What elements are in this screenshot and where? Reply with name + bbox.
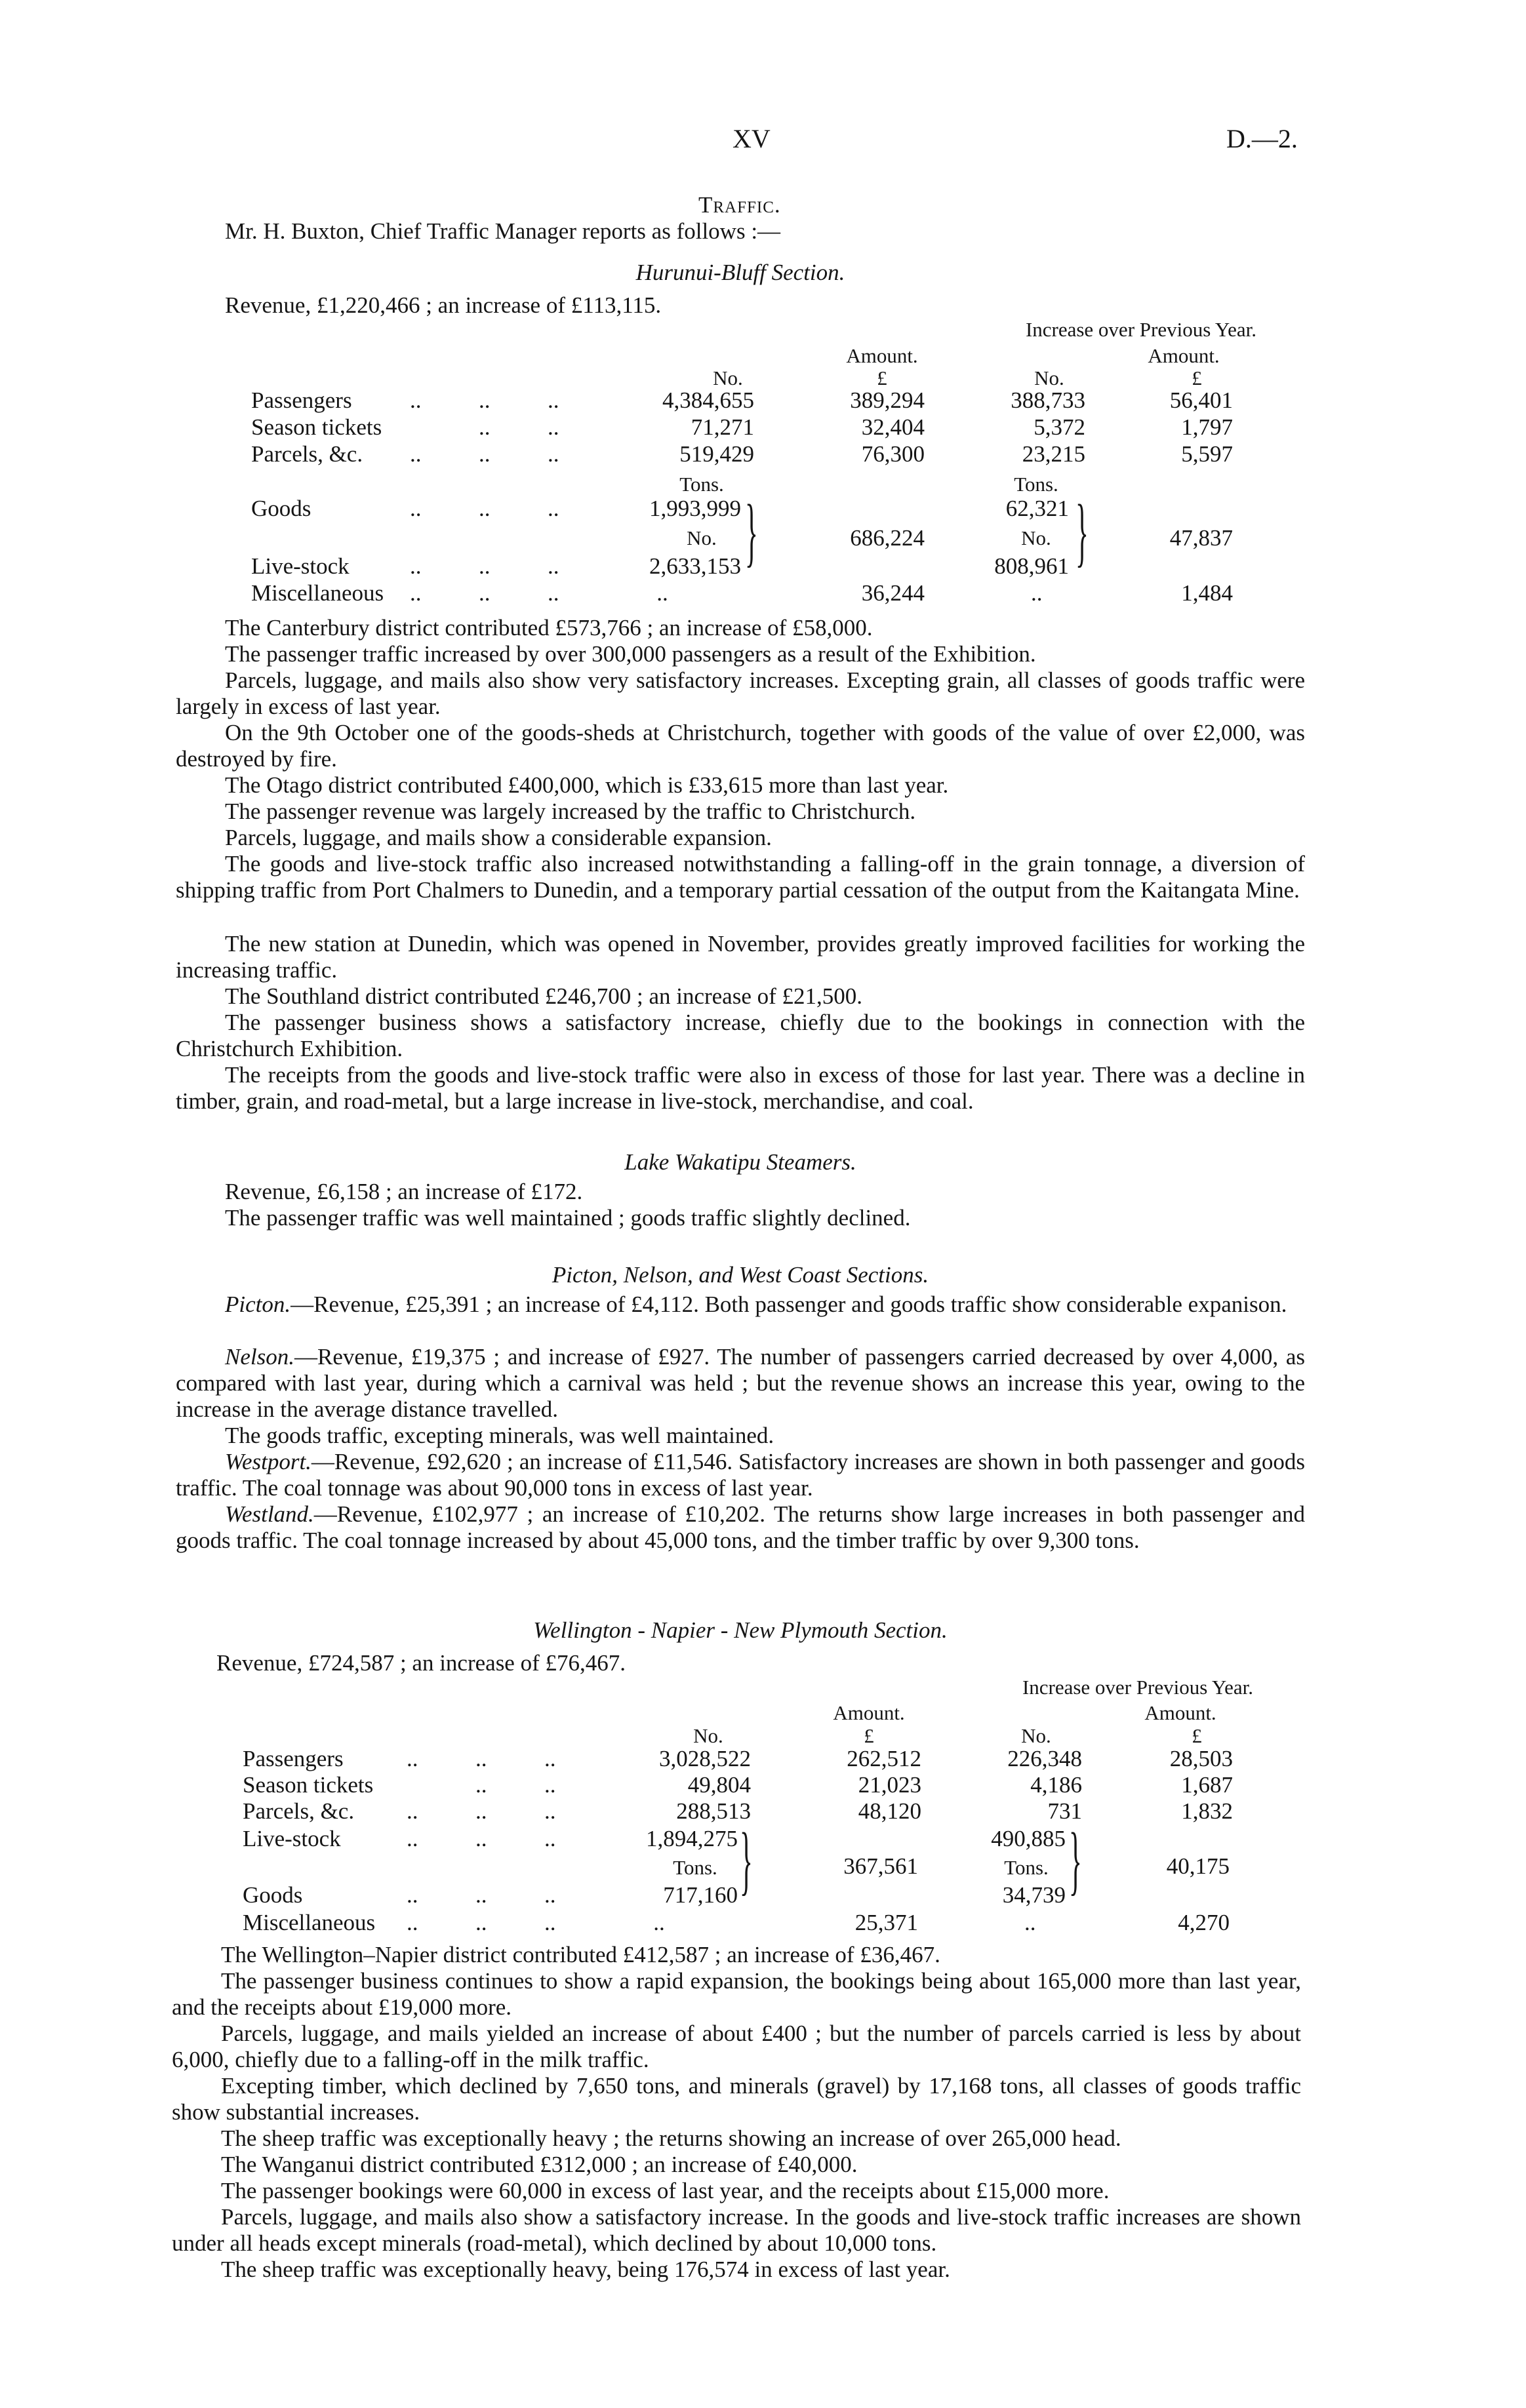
wellington-goods-label: Goods — [243, 1882, 303, 1908]
hurunui-inc-amount-head: Amount. — [1148, 344, 1220, 367]
wellington-combined-amount: 367,561 — [843, 1853, 918, 1879]
brace-glyph: } — [1075, 488, 1089, 574]
paragraph: Parcels, luggage, and mails show a considerable expansion. — [225, 825, 772, 850]
paragraph: On the 9th October one of the goods-sheds at Christchurch, together with goods of the value of over £2,000, was destroyed by fire. — [176, 720, 1305, 772]
leader-dots: .. .. .. — [407, 1882, 556, 1908]
paragraph-text: —Revenue, £92,620 ; an increase of £11,546. Satisfactory increases are shown in both passenger and goods traffic. The coal tonnage was about 90,000 tons in excess of last year. — [176, 1449, 1305, 1501]
wellington-row-inc-no: 226,348 — [1007, 1746, 1082, 1771]
hurunui-row-no: 71,271 — [691, 414, 754, 440]
paragraph-text: —Revenue, £25,391 ; an increase of £4,112. Both passenger and goods traffic show considerable expanison. — [291, 1292, 1287, 1317]
section-lead: Picton. — [225, 1292, 291, 1317]
hurunui-tons-head: Tons. — [679, 473, 724, 496]
wellington-row-label: Passengers — [243, 1746, 344, 1771]
wellington-inc-amount-head: Amount. — [1144, 1701, 1216, 1724]
hurunui-row-inc-amount: 1,797 — [1181, 414, 1233, 440]
wellington-pound-head: £ — [864, 1724, 874, 1747]
hurunui-inc-tons-head: Tons. — [1014, 473, 1058, 496]
brace-glyph: } — [745, 488, 758, 574]
wellington-row-inc-amount: 1,687 — [1181, 1772, 1233, 1798]
hurunui-no-subhead: No. — [687, 526, 717, 549]
hurunui-heading: Hurunui-Bluff Section. — [635, 260, 845, 285]
wellington-row-label: Season tickets — [243, 1772, 374, 1798]
leader-dots: .. .. .. — [407, 1826, 556, 1851]
paragraph-text: —Revenue, £19,375 ; and increase of £927. The number of passengers carried decreased by over 4,000, as compared with last year, during which a carnival was held ; but the revenue shows an increase this year, owing to the increase in the average distance travelled. — [176, 1344, 1305, 1422]
wakatipu-heading: Lake Wakatipu Steamers. — [624, 1149, 856, 1175]
wellington-revenue: Revenue, £724,587 ; an increase of £76,467. — [216, 1650, 626, 1676]
paragraph: The Southland district contributed £246,700 ; an increase of £21,500. — [225, 983, 863, 1009]
leader-dots: .. .. .. .. — [407, 1910, 665, 1935]
wellington-misc-inc-amount: 4,270 — [1178, 1910, 1230, 1935]
wellington-row-inc-no: 731 — [1047, 1798, 1082, 1824]
hurunui-increase-head: Increase over Previous Year. — [1025, 318, 1257, 341]
wellington-misc-label: Miscellaneous — [243, 1910, 376, 1935]
hurunui-pound-head: £ — [877, 366, 887, 389]
wellington-inc-tons-subhead: Tons. — [1004, 1856, 1049, 1879]
wellington-amount-head: Amount. — [833, 1701, 905, 1724]
hurunui-amount-head: Amount. — [846, 344, 918, 367]
page-number: XV — [733, 124, 771, 153]
page-title: Traffic. — [698, 192, 781, 218]
wellington-misc-amount: 25,371 — [854, 1910, 918, 1935]
paragraph: Parcels, luggage, and mails also show a satisfactory increase. In the goods and live-stock traffic increases are shown under all heads except minerals (road-metal), which declined by about 10,000 tons. — [172, 2204, 1301, 2256]
wellington-combined-inc-amount: 40,175 — [1166, 1853, 1230, 1879]
hurunui-row-inc-amount: 56,401 — [1169, 387, 1233, 413]
paragraph: The passenger traffic increased by over 300,000 passengers as a result of the Exhibition. — [225, 641, 1036, 667]
leader-dots: .. .. .. — [410, 387, 559, 413]
paragraph: The new station at Dunedin, which was opened in November, provides greatly improved facilities for working the increasing traffic. — [176, 931, 1305, 983]
hurunui-misc-label: Miscellaneous — [251, 580, 384, 606]
paragraph — [176, 1292, 1305, 1318]
wellington-row-no: 3,028,522 — [659, 1746, 751, 1771]
leader-dots: .. .. .. .. — [410, 580, 668, 606]
wellington-row-inc-amount: 28,503 — [1169, 1746, 1233, 1771]
paragraph: Parcels, luggage, and mails also show very satisfactory increases. Excepting grain, all classes of goods traffic were largely in excess of last year. — [176, 667, 1305, 719]
hurunui-inc-no-head: No. — [1034, 366, 1064, 389]
wellington-livestock-inc-no: 490,885 — [991, 1826, 1066, 1851]
hurunui-goods-no: 1,993,999 — [649, 496, 741, 521]
wellington-heading: Wellington - Napier - New Plymouth Section. — [533, 1617, 948, 1643]
hurunui-row-no: 4,384,655 — [662, 387, 754, 413]
wellington-livestock-no: 1,894,275 — [646, 1826, 738, 1851]
wellington-tons-subhead: Tons. — [673, 1856, 717, 1879]
wellington-row-no: 288,513 — [676, 1798, 751, 1824]
paragraph — [176, 1344, 1305, 1423]
paragraph — [176, 1501, 1305, 1554]
hurunui-combined-amount: 686,224 — [850, 525, 925, 551]
leader-dots: .. — [1031, 580, 1043, 606]
hurunui-row-inc-no: 388,733 — [1011, 387, 1085, 413]
hurunui-goods-label: Goods — [251, 496, 311, 521]
wellington-row-amount: 21,023 — [858, 1772, 921, 1798]
wellington-row-no: 49,804 — [687, 1772, 751, 1798]
wellington-inc-no-head: No. — [1021, 1724, 1051, 1747]
paragraph: Excepting timber, which declined by 7,650 tons, and minerals (gravel) by 17,168 tons, all classes of goods traffic show substantial increases. — [172, 2073, 1301, 2125]
paragraph: The Wellington–Napier district contributed £412,587 ; an increase of £36,467. — [221, 1942, 940, 1967]
hurunui-livestock-inc-no: 808,961 — [994, 553, 1069, 579]
leader-dots: .. — [1024, 1910, 1036, 1935]
wellington-goods-no: 717,160 — [663, 1882, 738, 1908]
paragraph: Revenue, £6,158 ; an increase of £172. — [225, 1179, 583, 1204]
doc-reference: D.—2. — [1226, 124, 1298, 153]
section-lead: Westland. — [225, 1501, 314, 1527]
hurunui-livestock-no: 2,633,153 — [649, 553, 741, 579]
hurunui-row-label: Passengers — [251, 387, 352, 413]
leader-dots: .. .. — [410, 414, 559, 440]
hurunui-goods-inc-no: 62,321 — [1005, 496, 1069, 521]
wellington-no-head: No. — [693, 1724, 723, 1747]
hurunui-row-no: 519,429 — [679, 441, 754, 467]
brace-glyph: } — [1069, 1817, 1082, 1903]
paragraph: The sheep traffic was exceptionally heavy, being 176,574 in excess of last year. — [221, 2257, 950, 2282]
paragraph: The passenger business continues to show a rapid expansion, the bookings being about 165,000 more than last year, and the receipts about £19,000 more. — [172, 1968, 1301, 2020]
leader-dots: .. .. .. — [410, 441, 559, 467]
hurunui-row-label: Parcels, &c. — [251, 441, 363, 467]
hurunui-misc-amount: 36,244 — [861, 580, 925, 606]
paragraph-text: —Revenue, £102,977 ; an increase of £10,202. The returns show large increases in both passenger and goods traffic. The coal tonnage increased by about 45,000 tons, and the timber traffic by over 9,300 tons. — [176, 1501, 1305, 1553]
hurunui-row-amount: 76,300 — [861, 441, 925, 467]
leader-dots: .. .. .. — [410, 553, 559, 579]
wellington-increase-head: Increase over Previous Year. — [1022, 1676, 1254, 1699]
hurunui-inc-no-subhead: No. — [1021, 526, 1051, 549]
paragraph: The receipts from the goods and live-stock traffic were also in excess of those for last year. There was a decline in timber, grain, and road-metal, but a large increase in live-stock, merchandise, and coal. — [176, 1062, 1305, 1114]
hurunui-row-inc-no: 5,372 — [1034, 414, 1085, 440]
hurunui-row-inc-no: 23,215 — [1022, 441, 1085, 467]
leader-dots: .. .. .. — [407, 1746, 556, 1771]
hurunui-combined-inc-amount: 47,837 — [1169, 525, 1233, 551]
paragraph: The Wanganui district contributed £312,000 ; an increase of £40,000. — [221, 2152, 858, 2177]
section-lead: Nelson. — [225, 1344, 294, 1370]
leader-dots: .. .. — [407, 1772, 556, 1798]
hurunui-misc-inc-amount: 1,484 — [1181, 580, 1233, 606]
brace-glyph: } — [740, 1817, 753, 1903]
leader-dots: .. .. .. — [410, 496, 559, 521]
wellington-row-amount: 262,512 — [847, 1746, 921, 1771]
leader-dots: .. .. .. — [407, 1798, 556, 1824]
paragraph: The Otago district contributed £400,000, which is £33,615 more than last year. — [225, 772, 949, 798]
wellington-row-label: Parcels, &c. — [243, 1798, 355, 1824]
hurunui-livestock-label: Live-stock — [251, 553, 350, 579]
paragraph — [176, 1449, 1305, 1501]
wellington-livestock-label: Live-stock — [243, 1826, 341, 1851]
wellington-inc-pound-head: £ — [1192, 1724, 1202, 1747]
paragraph: The sheep traffic was exceptionally heavy ; the returns showing an increase of over 265,000 head. — [221, 2125, 1121, 2151]
paragraph: The passenger revenue was largely increased by the traffic to Christchurch. — [225, 799, 916, 824]
intro-line: Mr. H. Buxton, Chief Traffic Manager reports as follows :— — [225, 218, 781, 244]
paragraph: The passenger traffic was well maintained ; goods traffic slightly declined. — [225, 1205, 911, 1231]
paragraph: The passenger bookings were 60,000 in excess of last year, and the receipts about £15,000 more. — [221, 2178, 1110, 2203]
hurunui-row-amount: 389,294 — [850, 387, 925, 413]
hurunui-row-inc-amount: 5,597 — [1181, 441, 1233, 467]
paragraph-text: The goods traffic, excepting minerals, was well maintained. — [225, 1423, 774, 1448]
picton-heading: Picton, Nelson, and West Coast Sections. — [552, 1262, 929, 1288]
hurunui-revenue: Revenue, £1,220,466 ; an increase of £113,115. — [225, 292, 662, 318]
paragraph: The passenger business shows a satisfactory increase, chiefly due to the bookings in connection with the Christchurch Exhibition. — [176, 1010, 1305, 1061]
paragraph: The goods and live-stock traffic also increased notwithstanding a falling-off in the grain tonnage, a diversion of shipping traffic from Port Chalmers to Dunedin, and a temporary partial cessation of the output from the Kaitangata Mine. — [176, 851, 1305, 903]
wellington-row-inc-no: 4,186 — [1030, 1772, 1082, 1798]
paragraph — [176, 1423, 1305, 1449]
hurunui-inc-pound-head: £ — [1192, 366, 1202, 389]
section-lead: Westport. — [225, 1449, 311, 1474]
paragraph: Parcels, luggage, and mails yielded an increase of about £400 ; but the number of parcels carried is less by about 6,000, chiefly due to a falling-off in the milk traffic. — [172, 2021, 1301, 2072]
hurunui-no-head: No. — [713, 366, 743, 389]
hurunui-row-amount: 32,404 — [861, 414, 925, 440]
wellington-row-amount: 48,120 — [858, 1798, 921, 1824]
paragraph: The Canterbury district contributed £573,766 ; an increase of £58,000. — [225, 615, 873, 641]
hurunui-row-label: Season tickets — [251, 414, 382, 440]
wellington-goods-inc-no: 34,739 — [1002, 1882, 1066, 1908]
wellington-row-inc-amount: 1,832 — [1181, 1798, 1233, 1824]
